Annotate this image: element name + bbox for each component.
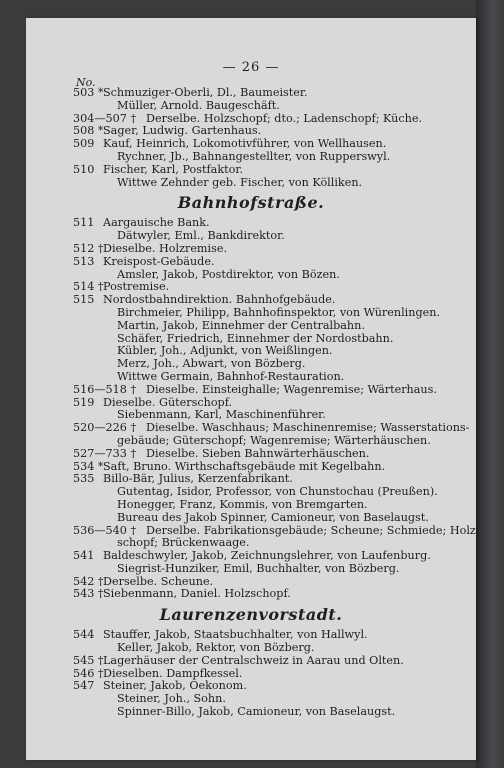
house-number: 534 *: [73, 459, 104, 473]
house-number: 513: [73, 254, 95, 268]
entry-text: Lagerhäuser der Centralschweiz in Aarau und Olten.: [103, 653, 404, 667]
entry-line: [26, 523, 480, 538]
entry-text: Billo-Bär, Julius, Kerzenfabrikant.: [103, 472, 293, 486]
entry-text: Keller, Jakob, Rektor, von Bözberg.: [117, 641, 315, 655]
continuation-line: [26, 512, 476, 525]
entry-text: schopf; Brückenwaage.: [117, 536, 250, 550]
entry-line: [26, 588, 476, 601]
entry-text: Müller, Arnold. Baugeschäft.: [117, 98, 280, 112]
entry-text: Dätwyler, Eml., Bankdirektor.: [117, 229, 285, 243]
entry-text: Bureau des Jakob Spinner, Camioneur, von Baselaugst.: [117, 510, 429, 524]
house-number: 515: [73, 293, 95, 307]
entry-line: [26, 384, 476, 397]
entry-text: Derselbe. Scheune.: [103, 574, 214, 588]
entry-text: Honegger, Franz, Kommis, von Bremgarten.: [117, 497, 368, 511]
continuation-line: [26, 177, 476, 190]
entry-text: Nordostbahndirektion. Bahnhofgebäude.: [103, 293, 336, 307]
entry-line: [26, 550, 476, 563]
entry-text: Birchmeier, Philipp, Bahnhofinspektor, von Würenlingen.: [117, 305, 440, 319]
section-heading-text: Laurenzenvorstadt.: [159, 605, 343, 625]
house-number: 541: [73, 549, 95, 563]
house-number: 519: [73, 395, 95, 409]
entry-line: [26, 243, 476, 256]
house-number: 536—540 †: [73, 523, 137, 537]
house-number: 514 †: [73, 280, 104, 294]
house-number: 516—518 †: [73, 382, 137, 396]
entry-text: gebäude; Güterschopf; Wagenremise; Wärterhäuschen.: [117, 433, 431, 447]
entry-text: Kauf, Heinrich, Lokomotivführer, von Wellhausen.: [103, 137, 387, 151]
entry-text: Schmuziger-Oberli, Dl., Baumeister.: [103, 86, 308, 99]
entry-line: [26, 655, 476, 668]
entry-text: Schäfer, Friedrich, Einnehmer der Nordostbahn.: [117, 331, 394, 345]
entry-text: Wittwe Zehnder geb. Fischer, von Kölliken.: [117, 175, 363, 189]
entry-text: Amsler, Jakob, Postdirektor, von Bözen.: [117, 267, 340, 281]
entry-text: Gutentag, Isidor, Professor, von Chunstochau (Preußen).: [117, 485, 438, 499]
entry-text: Fischer, Karl, Postfaktor.: [103, 162, 244, 176]
house-number: 509: [73, 137, 95, 151]
document-page: [26, 18, 480, 760]
continuation-line: [26, 320, 476, 333]
entry-line: [26, 164, 476, 177]
continuation-line: [26, 100, 476, 113]
entry-line: [26, 422, 476, 435]
entry-text: Dieselbe. Waschhaus; Maschinenremise; Wasserstations-: [146, 421, 470, 435]
house-number: 520—226 †: [73, 421, 137, 435]
section-heading: [26, 189, 476, 217]
house-number: 508 *: [73, 124, 104, 138]
continuation-line: [26, 371, 476, 384]
entry-text: Wittwe Germain, Bahnhof-Restauration.: [117, 369, 345, 383]
house-number: 511: [73, 216, 95, 230]
entry-text: Aargauische Bank.: [103, 216, 210, 230]
entry-text: Dieselben. Dampfkessel.: [103, 666, 243, 680]
entry-text: Dieselbe. Sieben Bahnwärterhäuschen.: [146, 446, 370, 460]
entry-text: Siebenmann, Daniel. Holzschopf.: [103, 587, 291, 601]
number-column-label: No.: [76, 76, 96, 89]
house-number: 546 †: [73, 666, 104, 680]
entry-text: Dieselbe. Holzremise.: [103, 241, 228, 255]
entry-line: [26, 448, 476, 461]
house-number: 510: [73, 162, 95, 176]
entry-text: Dieselbe. Güterschopf.: [103, 395, 233, 409]
entry-text: Rychner, Jb., Bahnangestellter, von Rupperswyl.: [117, 149, 391, 163]
entry-text: Steiner, Jakob, Oekonom.: [103, 679, 247, 693]
entry-text: Saft, Bruno. Wirthschaftsgebäude mit Kegelbahn.: [103, 459, 386, 473]
entry-text: Sager, Ludwig. Gartenhaus.: [103, 124, 262, 138]
continuation-line: [26, 435, 476, 448]
entry-text: Martin, Jakob, Einnehmer der Centralbahn.: [117, 318, 365, 332]
section-heading: [26, 601, 476, 629]
continuation-line: [26, 706, 476, 719]
entry-text: Stauffer, Jakob, Staatsbuchhalter, von Hallwyl.: [103, 628, 368, 642]
entry-line: [26, 87, 476, 100]
entry-text: Dieselbe. Einsteighalle; Wagenremise; Wärterhaus.: [146, 382, 437, 396]
entry-line: [26, 680, 476, 693]
house-number: 304—507 †: [73, 111, 137, 125]
continuation-line: [26, 499, 476, 512]
continuation-line: [26, 486, 476, 499]
continuation-line: [26, 642, 476, 655]
entry-text: Derselbe. Fabrikationsgebäude; Scheune; Schmiede; Holz-: [146, 523, 480, 537]
house-number: 512 †: [73, 241, 104, 255]
page-number: — 26 —: [222, 60, 280, 75]
entry-text: Derselbe. Holzschopf; dto.; Ladenschopf; Küche.: [146, 111, 423, 125]
house-number: 542 †: [73, 574, 104, 588]
house-number: 547: [73, 679, 95, 693]
house-number: 535: [73, 472, 95, 486]
continuation-line: [26, 307, 476, 320]
entry-text: Baldeschwyler, Jakob, Zeichnungslehrer, von Laufenburg.: [103, 549, 431, 563]
directory-listing: [26, 86, 480, 719]
section-heading-text: Bahnhofstraße.: [177, 193, 325, 213]
entry-text: Kreispost-Gebäude.: [103, 254, 215, 268]
entry-text: Siebenmann, Karl, Maschinenführer.: [117, 408, 326, 422]
house-number: 543 †: [73, 587, 104, 601]
entry-text: Steiner, Joh., Sohn.: [117, 692, 226, 706]
entry-text: Spinner-Billo, Jakob, Camioneur, von Baselaugst.: [117, 705, 396, 719]
entry-text: Kübler, Joh., Adjunkt, von Weißlingen.: [117, 344, 333, 358]
house-number: 527—733 †: [73, 446, 137, 460]
entry-text: Postremise.: [103, 280, 170, 294]
entry-line: [26, 256, 476, 269]
continuation-line: [26, 151, 476, 164]
book-gutter: [476, 0, 504, 768]
house-number: 545 †: [73, 653, 104, 667]
entry-text: Merz, Joh., Abwart, von Bözberg.: [117, 357, 306, 371]
entry-text: Siegrist-Hunziker, Emil, Buchhalter, von Bözberg.: [117, 561, 400, 575]
house-number: 503 *: [73, 86, 104, 99]
continuation-line: [26, 563, 476, 576]
house-number: 544: [73, 628, 95, 642]
